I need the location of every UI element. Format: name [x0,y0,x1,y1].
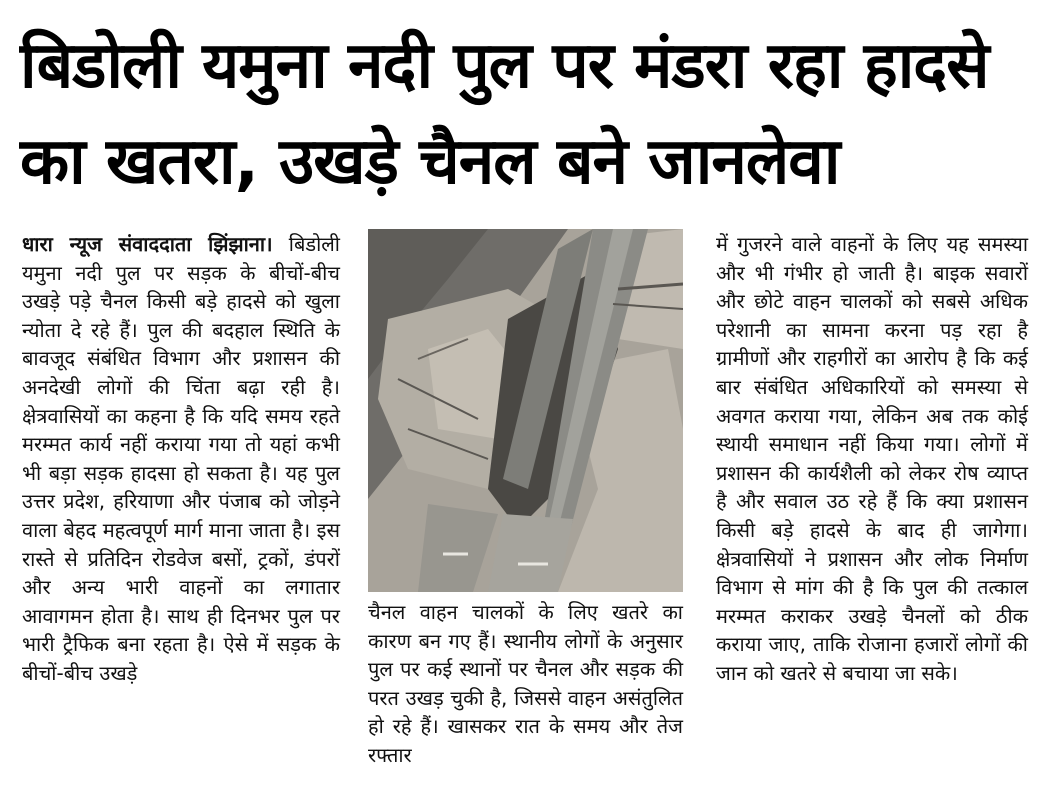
article-body-left: बिडोली यमुना नदी पुल पर सड़क के बीचों-बीच उखड़े पड़े चैनल किसी बड़े हादसे को खुला न्योता दे रहे हैं। पुल की बदहाल स्थिति के बावजूद संबंधित विभाग और प्रशासन की अनदेखी लोगों की चिंता बढ़ा रही है। क्षेत्रवासियों का कहना है कि यदि समय रहते मरम्मत कार्य नहीं कराया गया तो यहां कभी भी बड़ा सड़क हादसा हो सकता है। यह पुल उत्तर प्रदेश, हरियाणा और पंजाब को जोड़ने वाला बेहद महत्वपूर्ण मार्ग माना जाता है। इस रास्ते से प्रतिदिन रोडवेज बसों, ट्रकों, डंपरों और अन्य भारी वाहनों का लगातार आवागमन होता है। साथ ही दिनभर पुल पर भारी ट्रैफिक बना रहता है। ऐसे में सड़क के बीचों-बीच उखड़े [22,232,340,685]
article-column-middle: चैनल वाहन चालकों के लिए खतरे का कारण बन गए हैं। स्थानीय लोगों के अनुसार पुल पर कई स्थानों पर चैनल और सड़क की परत उखड़ चुकी है, जिससे वाहन असंतुलित हो रहे हैं। खासकर रात के समय और तेज रफ्तार [368,600,683,767]
article-column-right: में गुजरने वाले वाहनों के लिए यह समस्या और भी गंभीर हो जाती है। बाइक सवारों और छोटे वाहन चालकों को सबसे अधिक परेशानी का सामना करना पड़ रहा है ग्रामीणों और राहगीरों का आरोप है कि कई बार संबंधित अधिकारियों को समस्या से अवगत कराया गया, लेकिन अब तक कोई स्थायी समाधान नहीं किया गया। लोगों में प्रशासन की कार्यशैली को लेकर रोष व्याप्त है और सवाल उठ रहे हैं कि क्या प्रशासन किसी बड़े हादसे के बाद ही जागेगा। क्षेत्रवासियों ने प्रशासन और लोक निर्माण विभाग से मांग की है कि पुल की तत्काल मरम्मत कराकर उखड़े चैनलों को ठीक कराया जाए, ताकि रोजाना हजारों लोगों की जान को खतरे से बचाया जा सके। [716,232,1028,685]
headline-line-2: का खतरा, उखड़े चैनल बने जानलेवा [20,125,840,199]
dateline: धारा न्यूज संवाददाता झिंझाना। [22,232,273,256]
article-column-left [22,230,340,688]
headline [20,18,1035,210]
damaged-bridge-channel-photo-icon [368,229,683,592]
headline-line-1: बिडोली यमुना नदी पुल पर मंडरा रहा हादसे [20,29,989,103]
article-photo [368,229,683,592]
